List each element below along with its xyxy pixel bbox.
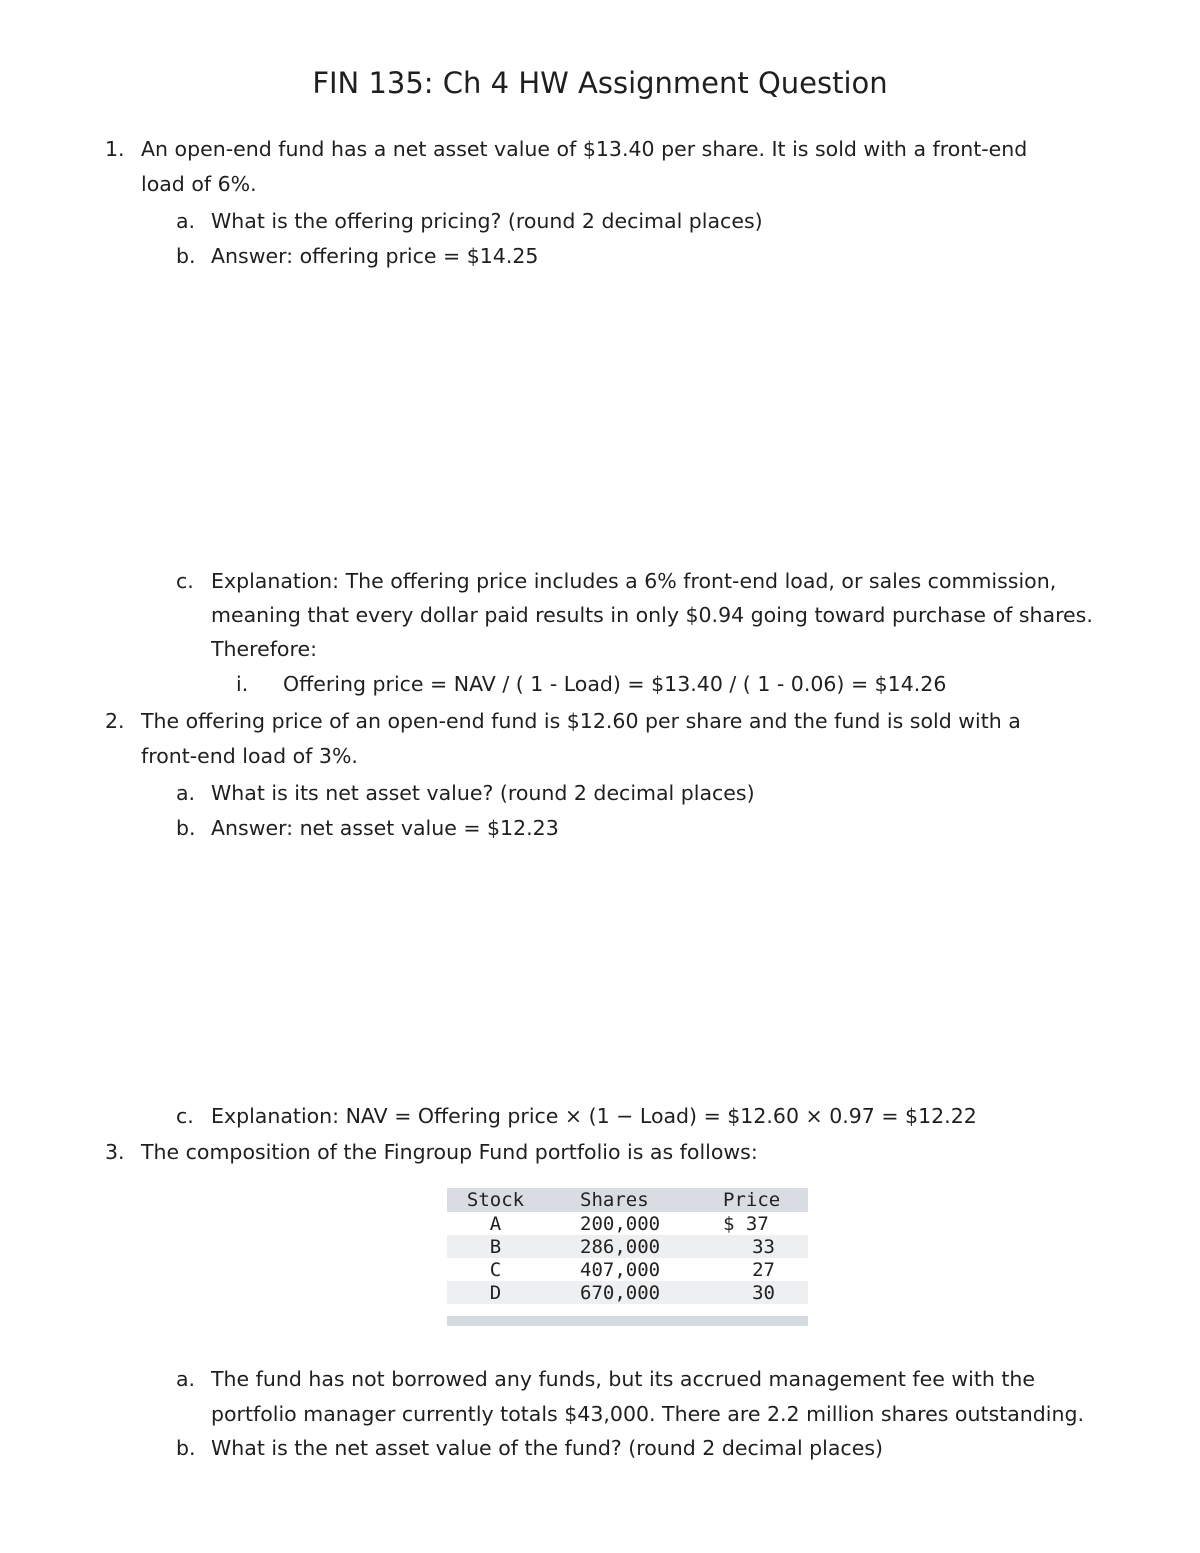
item-marker: c. bbox=[176, 569, 194, 593]
answer-text: Answer: offering price = $14.25 bbox=[211, 244, 539, 268]
sub-question-text: What is the net asset value of the fund? (round 2 decimal places) bbox=[211, 1436, 883, 1460]
item-marker: b. bbox=[176, 816, 196, 840]
table-cell: 27 bbox=[752, 1259, 775, 1281]
sub-question-text: What is the offering pricing? (round 2 decimal places) bbox=[211, 209, 763, 233]
item-marker: a. bbox=[176, 209, 196, 233]
item-marker: b. bbox=[176, 244, 196, 268]
item-marker: b. bbox=[176, 1436, 196, 1460]
page-title: FIN 135: Ch 4 HW Assignment Question bbox=[312, 66, 888, 100]
table-cell: 200,000 bbox=[580, 1213, 661, 1235]
table-cell: 407,000 bbox=[580, 1259, 661, 1281]
table-cell: 33 bbox=[752, 1236, 775, 1258]
sub-question-text: The fund has not borrowed any funds, but its accrued management fee with the bbox=[211, 1367, 1036, 1391]
table-cell: 670,000 bbox=[580, 1282, 661, 1304]
table-header-row bbox=[447, 1188, 808, 1212]
table-cell: A bbox=[489, 1213, 502, 1235]
table-footer-rule bbox=[447, 1316, 808, 1326]
table-header-cell: Price bbox=[723, 1189, 781, 1211]
table-cell: 286,000 bbox=[580, 1236, 661, 1258]
table-row bbox=[447, 1258, 808, 1281]
question-number: 3. bbox=[105, 1140, 125, 1164]
question-text-line: The offering price of an open-end fund is $12.60 per share and the fund is sold with a bbox=[141, 709, 1021, 733]
sub-question-text: What is its net asset value? (round 2 decimal places) bbox=[211, 781, 755, 805]
table-row bbox=[447, 1281, 808, 1304]
question-number: 1. bbox=[105, 137, 125, 161]
sub-question-text: portfolio manager currently totals $43,000. There are 2.2 million shares outstanding. bbox=[211, 1402, 1084, 1426]
question-text-line: The composition of the Fingroup Fund portfolio is as follows: bbox=[141, 1140, 758, 1164]
portfolio-table bbox=[447, 1188, 808, 1304]
explanation-line: meaning that every dollar paid results in only $0.94 going toward purchase of shares. bbox=[211, 603, 1093, 627]
table-cell: C bbox=[489, 1259, 502, 1281]
table-cell: D bbox=[489, 1282, 502, 1304]
item-marker: a. bbox=[176, 1367, 196, 1391]
table-cell: B bbox=[489, 1236, 502, 1258]
formula-text: Offering price = NAV / ( 1 - Load) = $13.40 / ( 1 - 0.06) = $14.26 bbox=[283, 672, 947, 696]
table-row bbox=[447, 1235, 808, 1258]
question-number: 2. bbox=[105, 709, 125, 733]
explanation-line: Explanation: The offering price includes a 6% front-end load, or sales commission, bbox=[211, 569, 1057, 593]
table-cell: 30 bbox=[752, 1282, 775, 1304]
table-header-cell: Shares bbox=[580, 1189, 649, 1211]
table-header-cell: Stock bbox=[466, 1189, 525, 1211]
answer-text: Answer: net asset value = $12.23 bbox=[211, 816, 559, 840]
question-text-line: An open-end fund has a net asset value of $13.40 per share. It is sold with a front-end bbox=[141, 137, 1028, 161]
table-row bbox=[447, 1212, 808, 1235]
table-cell: $ 37 bbox=[723, 1213, 769, 1235]
question-text-line: front-end load of 3%. bbox=[141, 744, 358, 768]
question-text-line: load of 6%. bbox=[141, 172, 257, 196]
item-marker: i. bbox=[236, 672, 249, 696]
item-marker: a. bbox=[176, 781, 196, 805]
explanation-line: Therefore: bbox=[211, 637, 317, 661]
explanation-line: Explanation: NAV = Offering price × (1 − Load) = $12.60 × 0.97 = $12.22 bbox=[211, 1104, 977, 1128]
item-marker: c. bbox=[176, 1104, 194, 1128]
